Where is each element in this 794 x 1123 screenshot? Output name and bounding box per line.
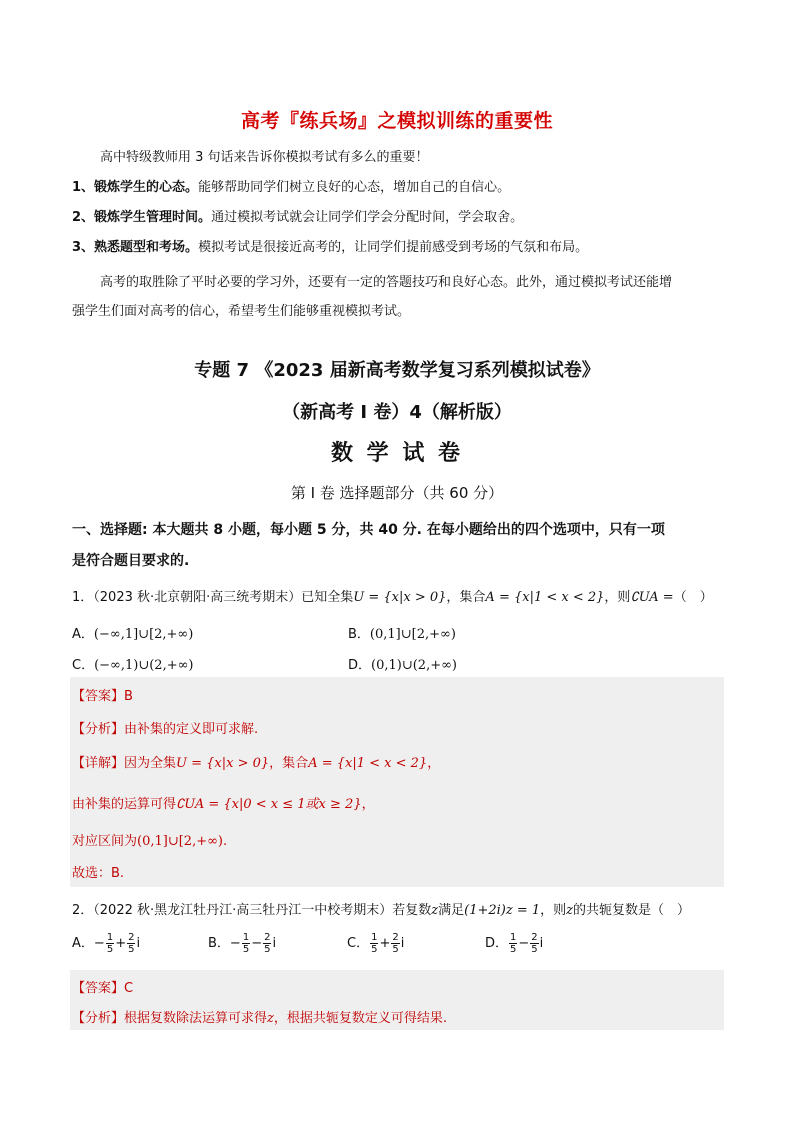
q1-answer: 【答案】B [72, 689, 133, 704]
q2-option-a: A．− $\frac{1}{5}$ + $\frac{2}{5}$ i [72, 932, 141, 955]
q2-answer: 【答案】C [72, 981, 134, 996]
q1-solution-box [70, 677, 724, 887]
q2-option-c: C． $\frac{1}{5}$ + $\frac{2}{5}$ i [347, 932, 405, 955]
point-1: 1、锻炼学生的心态。能够帮助同学们树立良好的心态，增加自己的自信心。 [72, 180, 511, 195]
exam-subject: 数 学 试 卷 [331, 440, 463, 466]
q1-analysis: 【分析】由补集的定义即可求解. [72, 722, 259, 737]
section-heading-1: 一、选择题: 本大题共 8 小题，每小题 5 分，共 40 分. 在每小题给出的四个选项中，只有一项 [72, 522, 665, 538]
q2-option-d: D． $\frac{1}{5}$ − $\frac{2}{5}$ i [485, 932, 544, 955]
exam-title-1: 专题 7 《2023 届新高考数学复习系列模拟试卷》 [194, 360, 600, 381]
closing-line-2: 强学生们面对高考的信心，希望考生们能够重视模拟考试。 [72, 304, 411, 319]
q2-option-b: B．− $\frac{1}{5}$ − $\frac{2}{5}$ i [208, 932, 277, 955]
point-2: 2、锻炼学生管理时间。通过模拟考试就会让同学们学会分配时间，学会取舍。 [72, 210, 524, 225]
q1-detail-2: 由补集的运算可得∁UA = {x|0 < x ≤ 1或x ≥ 2}， [72, 797, 375, 812]
intro-text: 高中特级教师用 3 句话来告诉你模拟考试有多么的重要！ [100, 150, 429, 165]
q1-option-a: A．(−∞,1]∪[2,+∞) [72, 627, 194, 642]
q1-option-d: D．(0,1)∪(2,+∞) [348, 658, 457, 673]
q1-detail-3: 对应区间为(0,1]∪[2,+∞). [72, 834, 228, 849]
exam-title-2: （新高考 I 卷）4（解析版） [282, 402, 512, 423]
q2-analysis: 【分析】根据复数除法运算可求得z，根据共轭复数定义可得结果. [72, 1011, 448, 1026]
point-3: 3、熟悉题型和考场。模拟考试是很接近高考的，让同学们提前感受到考场的气氛和布局。 [72, 240, 589, 255]
question-2: 2．（2022 秋·黑龙江牡丹江·高三牡丹江一中校考期末）若复数z满足(1+2i)z = 1，则z的共轭复数是（ ） [72, 903, 691, 918]
q1-option-c: C．(−∞,1)∪(2,+∞) [72, 658, 194, 673]
page-title: 高考『练兵场』之模拟训练的重要性 [240, 110, 553, 132]
closing-line-1: 高考的取胜除了平时必要的学习外，还要有一定的答题技巧和良好心态。此外，通过模拟考试还能增 [100, 275, 673, 290]
question-1: 1．（2023 秋·北京朝阳·高三统考期末）已知全集U = {x|x > 0}，集合A = {x|1 < x < 2}，则∁UA =（ ） [72, 590, 713, 605]
q1-option-b: B．(0,1]∪[2,+∞) [348, 627, 456, 642]
q1-detail-1: 【详解】因为全集U = {x|x > 0}，集合A = {x|1 < x < 2}， [72, 756, 441, 771]
q1-choose: 故选：B. [72, 866, 125, 881]
section-heading-2: 是符合题目要求的. [72, 553, 190, 569]
exam-part: 第 I 卷 选择题部分（共 60 分） [290, 484, 504, 502]
